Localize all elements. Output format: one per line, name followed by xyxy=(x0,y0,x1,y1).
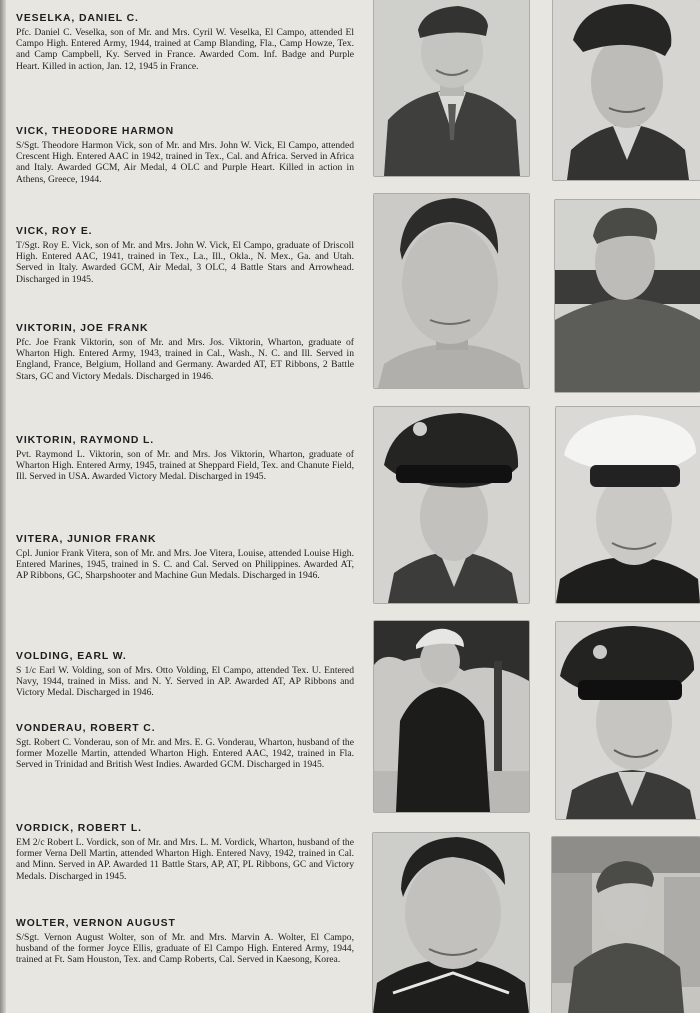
entry-bio: T/Sgt. Roy E. Vick, son of Mr. and Mrs. John W. Vick, El Campo, graduate of Driscoll High. Entered AAC, 1941, trained in Tex., La., Ill., Okla., N. Mex., Ga. and Utah. Served in Italy. Awarded GCM, Air Medal, 3 OLC, 4 Battle Stars and Arrowhead. Discharged in 1945. xyxy=(16,240,354,285)
portrait-photo-veselka xyxy=(374,0,529,176)
entry-bio: Sgt. Robert C. Vonderau, son of Mr. and Mrs. E. G. Vonderau, Wharton, husband of the former Mozelle Martin, attended Wharton High. Entered AAC, 1942, trained in Fla. Served in Trinidad and British West Indies. Awarded GCM. Discharged in 1945. xyxy=(16,737,354,771)
entry-name: VORDICK, ROBERT L. xyxy=(16,823,142,834)
entry-name: VOLDING, EARL W. xyxy=(16,651,127,662)
portrait-photo-viktorin-raymond xyxy=(374,407,529,603)
entry-name: WOLTER, VERNON AUGUST xyxy=(16,918,176,929)
entry-bio: S 1/c Earl W. Volding, son of Mrs. Otto Volding, El Campo, attended Tex. U. Entered Navy, 1944, trained in Miss. and N. Y. Served in AP. Awarded AT, AP Ribbons and Victory Medal. Discharged in 1946. xyxy=(16,665,354,699)
portrait-photo-vordick xyxy=(373,833,529,1013)
entry-name: VICK, ROY E. xyxy=(16,226,93,237)
page-binding-edge xyxy=(0,0,6,1013)
entry-name: VICK, THEODORE HARMON xyxy=(16,126,175,137)
entry-vordick xyxy=(16,822,354,882)
entry-bio: Pfc. Joe Frank Viktorin, son of Mr. and Mrs. Jos. Viktorin, Wharton, graduate of Wharton High. Entered Army, 1943, trained in Cal., Wash., N. C. and Ill. Served in England, France, Belgium, Holland and Germany. Awarded AT, ET Ribbons, 2 Battle Stars, GC and Victory Medals. Discharged in 1946. xyxy=(16,337,354,382)
entry-bio: Cpl. Junior Frank Vitera, son of Mr. and Mrs. Joe Vitera, Louise, attended Louise High. Entered Marines, 1945, trained in S. C. and Cal. Served on Philippines. Awarded AT, AP Ribbons, GC, Sharpshooter and Machine Gun Medals. Discharged in 1946. xyxy=(16,548,354,582)
entry-name: VONDERAU, ROBERT C. xyxy=(16,723,156,734)
entry-bio: S/Sgt. Theodore Harmon Vick, son of Mr. and Mrs. John W. Vick, El Campo, attended Crescent High. Entered AAC in 1942, trained in Tex., Cal. and Africa. Served in Africa and Italy. Awarded GCM, Air Medal, 4 OLC and Purple Heart. Killed in action in Athens, Greece, 1944. xyxy=(16,140,354,185)
entry-vonderau xyxy=(16,722,354,771)
entry-viktorin-raymond xyxy=(16,434,354,483)
entry-bio: Pvt. Raymond L. Viktorin, son of Mr. and Mrs. Jos Viktorin, Wharton, graduate of Wharton High. Entered Army, 1945, trained at Sheppard Field, Tex. and Chanute Field, Ill. Served in USA. Awarded Victory Medal. Discharged in 1945. xyxy=(16,449,354,483)
portrait-photo-volding xyxy=(374,621,529,812)
entry-wolter xyxy=(16,917,354,966)
entry-volding xyxy=(16,650,354,699)
entry-vick-theodore xyxy=(16,125,354,185)
entry-bio: EM 2/c Robert L. Vordick, son of Mr. and Mrs. L. M. Vordick, Wharton, husband of the former Verna Dell Martin, attended Wharton High. Entered Navy, 1942, trained in Cal. and Minn. Served in AP. Awarded 11 Battle Stars, AP, AT, PL Ribbons, GC and Victory Medals. Discharged in 1945. xyxy=(16,837,354,882)
entry-bio: S/Sgt. Vernon August Wolter, son of Mr. and Mrs. Marvin A. Wolter, El Campo, husband of the former Joyce Ellis, graduate of El Campo High. Entered Army, 1944, trained at Ft. Sam Houston, Tex. and Camp Roberts, Cal. Served in Kaesong, Korea. xyxy=(16,932,354,966)
portrait-photo-viktorin-joe xyxy=(555,200,700,392)
portrait-photo-wolter xyxy=(552,837,700,1013)
entry-name: VESELKA, DANIEL C. xyxy=(16,13,139,24)
portrait-photo-vitera xyxy=(556,407,700,603)
entry-viktorin-joe xyxy=(16,322,354,382)
portrait-photo-vonderau xyxy=(556,622,700,819)
portrait-photo-vick-theodore xyxy=(553,0,700,180)
entry-bio: Pfc. Daniel C. Veselka, son of Mr. and Mrs. Cyril W. Veselka, El Campo, attended El Campo High. Entered Army, 1944, trained at Camp Blanding, Fla., Camp Howze, Tex. and Camp Campbell, Ky. Served in France. Awarded Com. Inf. Badge and Purple Heart. Killed in action, Jan. 12, 1945 in France. xyxy=(16,27,354,72)
entry-name: VIKTORIN, JOE FRANK xyxy=(16,323,149,334)
entry-veselka xyxy=(16,12,354,72)
portrait-photo-vick-roy xyxy=(374,194,529,388)
entry-vick-roy xyxy=(16,225,354,285)
entry-vitera xyxy=(16,533,354,582)
entry-name: VIKTORIN, RAYMOND L. xyxy=(16,435,155,446)
entry-name: VITERA, JUNIOR FRANK xyxy=(16,534,157,545)
